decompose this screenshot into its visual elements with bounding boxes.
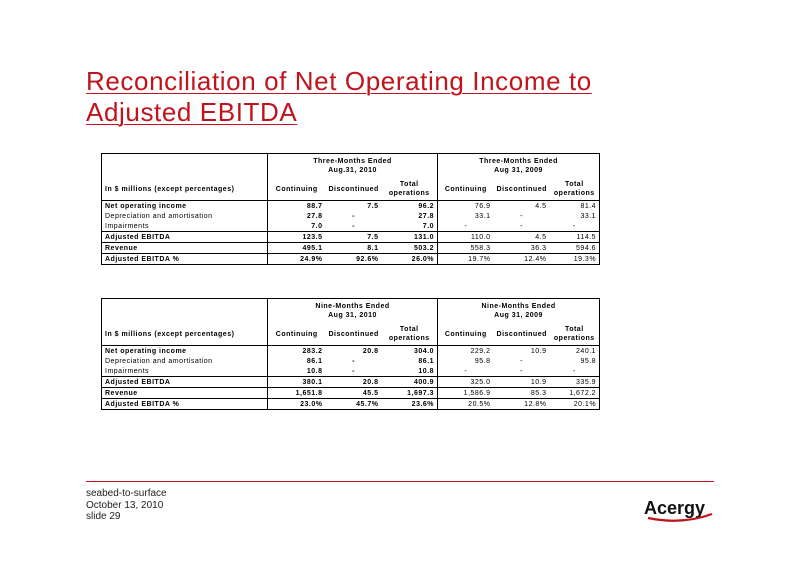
table-cell: 20.5% <box>438 399 494 410</box>
table-row <box>102 377 600 388</box>
table-cell: - <box>352 212 355 220</box>
table-cell: 33.1 <box>580 212 597 220</box>
table-cell: 1,697.3 <box>382 388 438 399</box>
three-months-table <box>101 153 600 265</box>
table-row <box>102 211 600 221</box>
table-cell: 7.0 <box>311 222 323 230</box>
table-cell: 88.7 <box>268 201 326 212</box>
footer-date: October 13, 2010 <box>86 499 164 511</box>
col-continuing: Continuing <box>275 330 318 338</box>
col-discontinued: Discontinued <box>328 185 379 193</box>
col-total: Total operations <box>382 178 438 201</box>
table-cell: 20.1% <box>550 399 600 410</box>
table-cell: 95.8 <box>474 357 491 365</box>
table-cell: 27.8 <box>382 211 438 221</box>
table-cell: 495.1 <box>268 243 326 254</box>
page-title <box>86 66 646 128</box>
table-cell: 23.6% <box>382 399 438 410</box>
footer-slide-number: slide 29 <box>86 511 121 522</box>
col-total: Total operations <box>553 181 595 197</box>
table-cell: 12.8% <box>494 399 550 410</box>
table-row <box>102 243 600 254</box>
row-label: Depreciation and amortisation <box>102 356 268 366</box>
row-label: Adjusted EBITDA % <box>102 399 268 410</box>
table-cell: 27.8 <box>306 212 323 220</box>
row-label: Adjusted EBITDA <box>102 377 268 388</box>
table-cell: 229.2 <box>438 346 494 357</box>
table-cell: - <box>520 212 523 220</box>
table-cell: 1,651.8 <box>268 388 326 399</box>
row-label: Net operating income <box>102 201 268 212</box>
table-cell: 114.5 <box>550 232 600 243</box>
table-cell: 283.2 <box>268 346 326 357</box>
table-cell: 594.6 <box>550 243 600 254</box>
table-cell: 1,586.9 <box>438 388 494 399</box>
table-row <box>102 254 600 265</box>
nine-months-table <box>101 298 600 410</box>
table-cell: - <box>520 367 523 375</box>
table-cell: 20.8 <box>326 377 382 388</box>
table-cell: 10.9 <box>494 346 550 357</box>
table-cell: 1,672.2 <box>550 388 600 399</box>
footer-tagline: seabed-to-surface <box>86 488 167 499</box>
table-cell: 95.8 <box>580 357 597 365</box>
col-total: Total operations <box>382 323 438 346</box>
row-label: Impairments <box>102 221 268 232</box>
table-row <box>102 201 600 212</box>
table-cell: 325.0 <box>438 377 494 388</box>
table-cell: 92.6% <box>326 254 382 265</box>
table-cell: 400.9 <box>382 377 438 388</box>
table-cell: 36.3 <box>494 243 550 254</box>
row-label: Revenue <box>102 243 268 254</box>
table-cell: 7.5 <box>326 232 382 243</box>
row-header: In $ millions (except percentages) <box>102 323 268 346</box>
col-discontinued: Discontinued <box>496 330 547 338</box>
table-cell: 335.9 <box>550 377 600 388</box>
table-row <box>102 399 600 410</box>
table-cell: 20.8 <box>326 346 382 357</box>
table-cell: 7.0 <box>382 221 438 232</box>
table-cell: 45.5 <box>326 388 382 399</box>
svg-text:Acergy: Acergy <box>644 498 706 518</box>
table-cell: 76.9 <box>438 201 494 212</box>
table-cell: 4.5 <box>494 201 550 212</box>
period-b-header: Three-Months Ended Aug 31, 2009 <box>479 158 558 174</box>
row-label: Revenue <box>102 388 268 399</box>
row-label: Adjusted EBITDA % <box>102 254 268 265</box>
table-cell: 304.0 <box>382 346 438 357</box>
table-cell: 7.5 <box>326 201 382 212</box>
table-cell: 86.1 <box>382 356 438 366</box>
table-cell: - <box>464 222 468 230</box>
table-cell: 33.1 <box>474 212 491 220</box>
title-line-2: Adjusted EBITDA <box>86 97 298 127</box>
table-cell: - <box>352 357 355 365</box>
row-label: Impairments <box>102 366 268 377</box>
table-cell: 10.8 <box>306 367 323 375</box>
col-continuing: Continuing <box>444 185 487 193</box>
row-header: In $ millions (except percentages) <box>102 178 268 201</box>
table-cell: 240.1 <box>550 346 600 357</box>
table-cell: 85.3 <box>494 388 550 399</box>
table-cell: 26.0% <box>382 254 438 265</box>
col-total: Total operations <box>553 326 595 342</box>
table-row <box>102 388 600 399</box>
table-row <box>102 232 600 243</box>
table-cell: 23.0% <box>268 399 326 410</box>
table-cell: 10.8 <box>382 366 438 377</box>
col-discontinued: Discontinued <box>328 330 379 338</box>
footer <box>86 488 167 523</box>
table-cell: 45.7% <box>326 399 382 410</box>
table-cell: 503.2 <box>382 243 438 254</box>
table-cell: - <box>572 222 576 230</box>
table-cell: 19.3% <box>550 254 600 265</box>
row-label: Depreciation and amortisation <box>102 211 268 221</box>
table-cell: 8.1 <box>326 243 382 254</box>
table-row <box>102 346 600 357</box>
table-cell: 12.4% <box>494 254 550 265</box>
table-cell: 380.1 <box>268 377 326 388</box>
table-cell: 558.3 <box>438 243 494 254</box>
table-cell: 96.2 <box>382 201 438 212</box>
table-row <box>102 221 600 232</box>
row-label: Net operating income <box>102 346 268 357</box>
table-cell: 10.9 <box>494 377 550 388</box>
table-cell: 24.9% <box>268 254 326 265</box>
table-cell: 81.4 <box>550 201 600 212</box>
footer-divider <box>86 481 714 482</box>
table-row <box>102 356 600 366</box>
table-row <box>102 366 600 377</box>
table-cell: 4.5 <box>494 232 550 243</box>
col-continuing: Continuing <box>444 330 487 338</box>
table-cell: 123.5 <box>268 232 326 243</box>
period-a-header: Nine-Months Ended Aug 31, 2010 <box>268 299 438 324</box>
table-cell: - <box>352 367 355 375</box>
period-b-header: Nine-Months Ended Aug 31, 2009 <box>481 303 556 319</box>
table-cell: 86.1 <box>306 357 323 365</box>
acergy-logo <box>642 492 716 526</box>
table-cell: - <box>520 222 523 230</box>
table-cell: - <box>520 357 523 365</box>
table-cell: - <box>464 367 468 375</box>
table-cell: 110.0 <box>438 232 494 243</box>
table-cell: 19.7% <box>438 254 494 265</box>
col-discontinued: Discontinued <box>496 185 547 193</box>
period-a-header: Three-Months Ended Aug.31, 2010 <box>268 154 438 179</box>
table-cell: - <box>352 222 355 230</box>
col-continuing: Continuing <box>275 185 318 193</box>
table-cell: - <box>572 367 576 375</box>
row-label: Adjusted EBITDA <box>102 232 268 243</box>
title-line-1: Reconciliation of Net Operating Income to <box>86 66 592 96</box>
table-cell: 131.0 <box>382 232 438 243</box>
